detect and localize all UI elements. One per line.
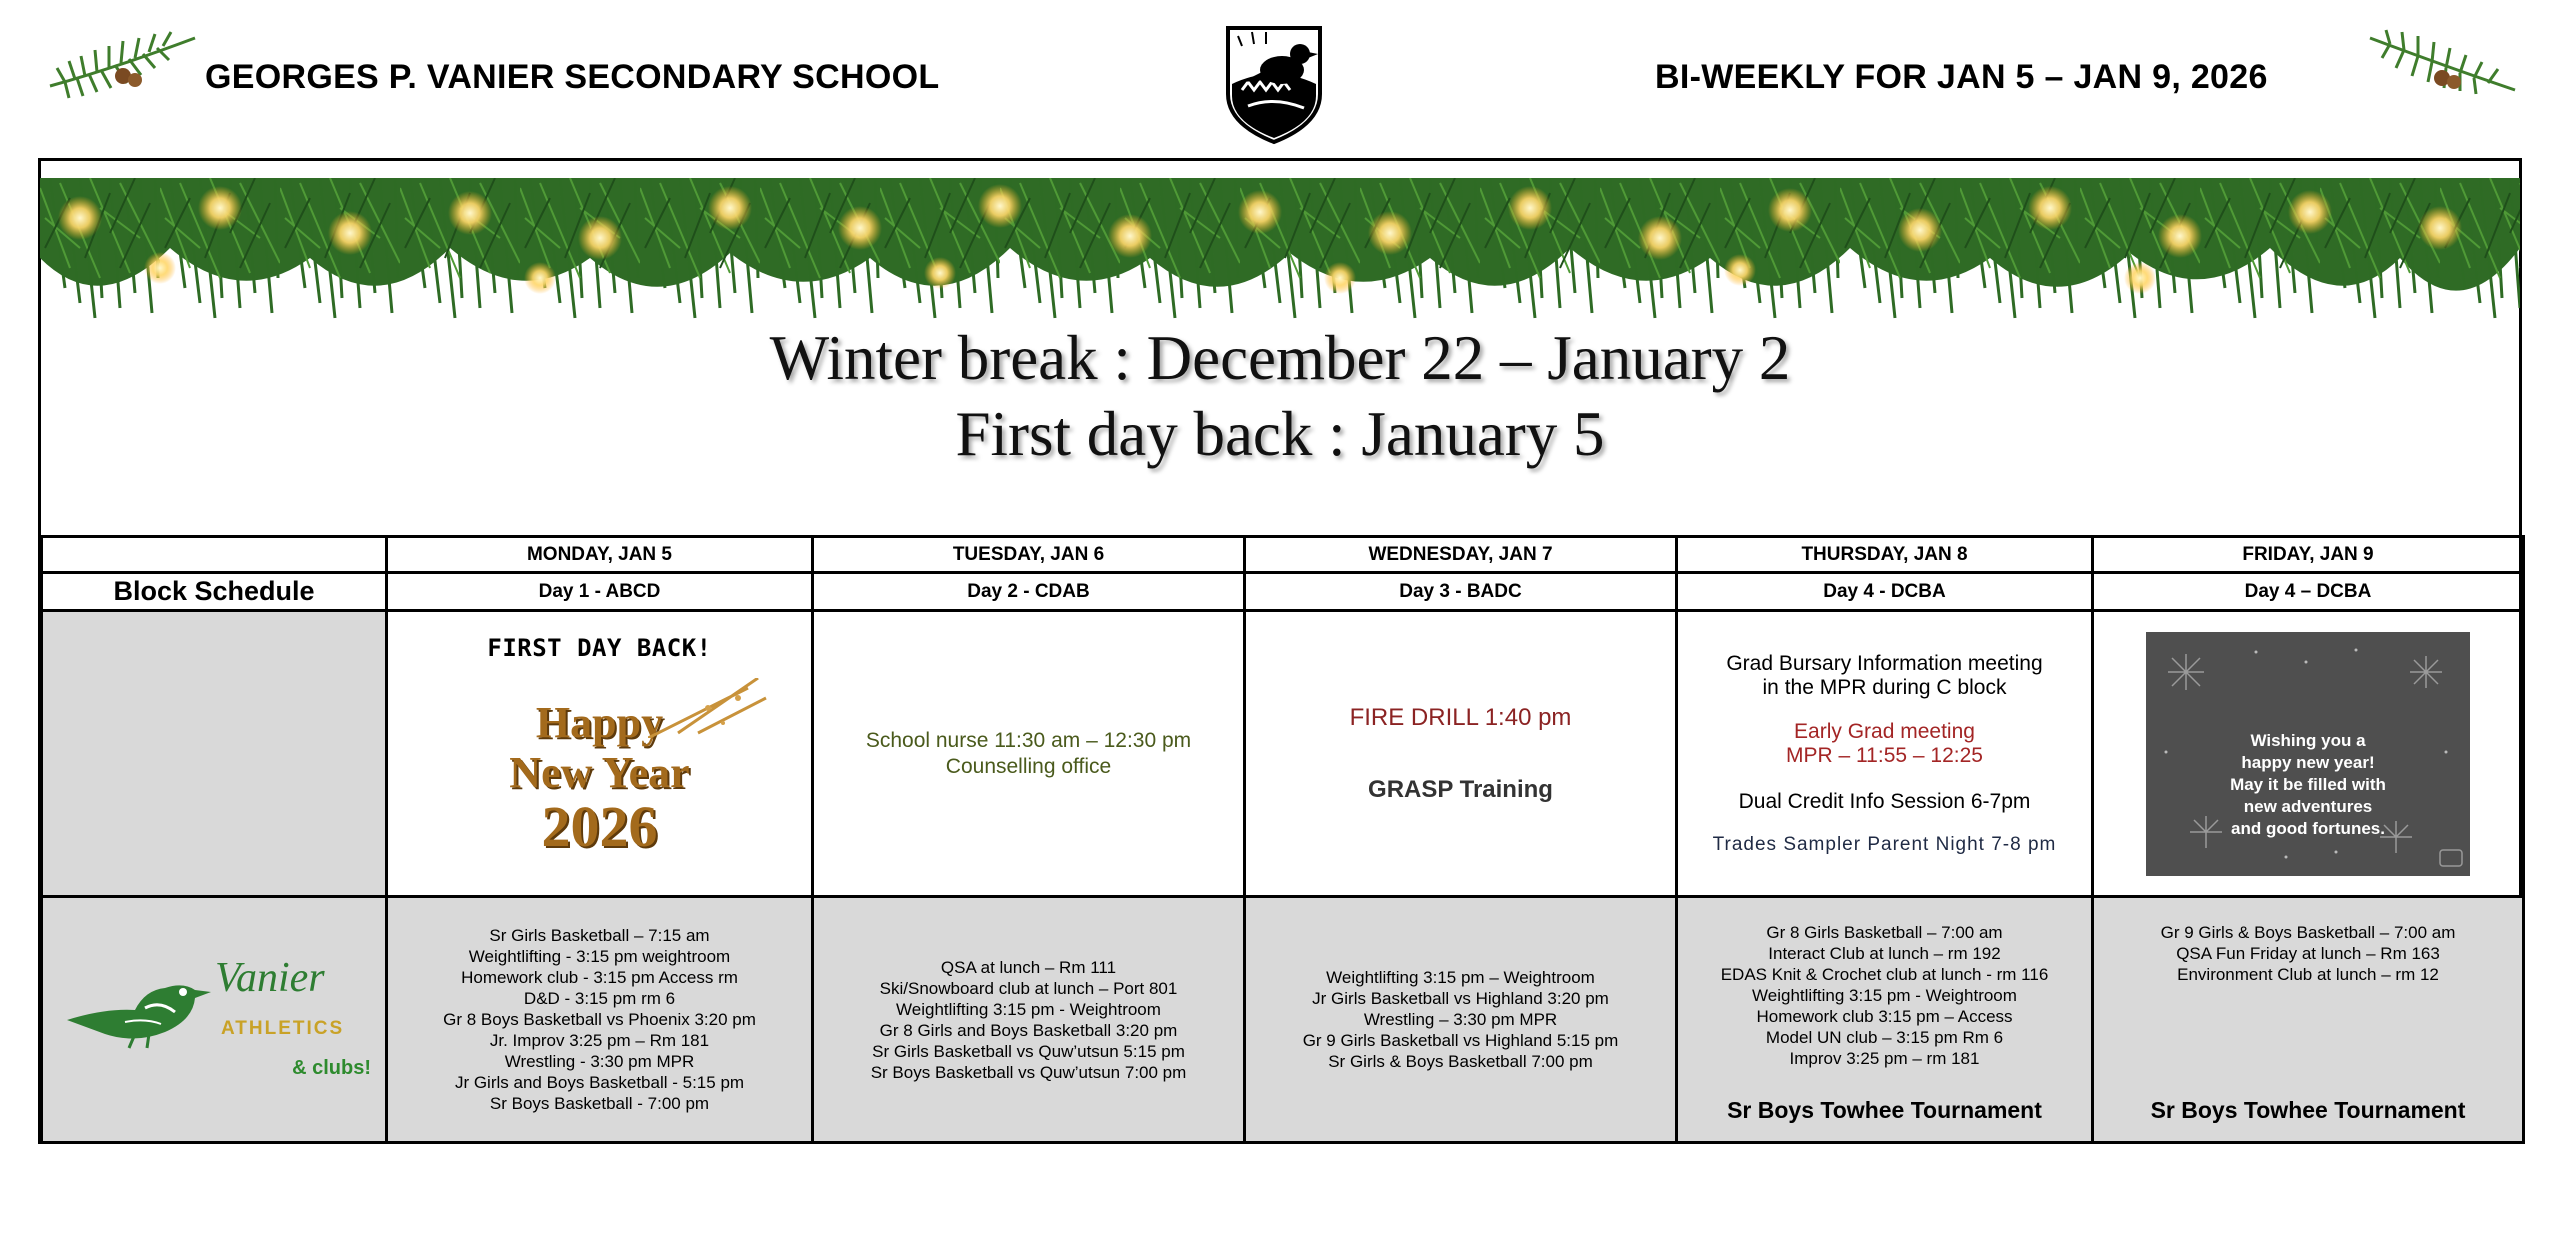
block-thursday: Day 4 - DCBA [1677, 573, 2093, 611]
early-grad-line1: Early Grad meeting [1794, 719, 1975, 743]
day-header-monday: MONDAY, JAN 5 [387, 537, 813, 573]
events-monday [387, 611, 813, 897]
athletics-clubs-row [42, 897, 2524, 1143]
pine-sprig-left-icon [45, 28, 205, 104]
list-item: Sr Girls Basketball vs Quw’utsun 5:15 pm [872, 1041, 1185, 1061]
list-item: QSA at lunch – Rm 111 [940, 957, 1117, 977]
vanier-logo-word: Vanier [215, 954, 325, 1001]
list-item: Gr 8 Girls Basketball – 7:00 am [1766, 923, 2003, 942]
sparkle-icon [648, 678, 768, 738]
school-name: GEORGES P. VANIER SECONDARY SCHOOL [205, 58, 940, 96]
grad-bursary-line2: in the MPR during C block [1762, 675, 2007, 699]
list-item: Jr. Improv 3:25 pm – Rm 181 [489, 1031, 710, 1050]
corner-cell [42, 537, 387, 573]
list-item: Sr Girls Basketball – 7:15 am [489, 926, 710, 945]
events-friday [2093, 611, 2524, 897]
school-nurse-text: School nurse 11:30 am – 12:30 pm [865, 728, 1192, 752]
block-schedule-label: Block Schedule [42, 573, 387, 611]
school-crest-icon [1208, 24, 1338, 146]
events-thursday [1677, 611, 2093, 897]
list-item: Homework club 3:15 pm – Access [1756, 1007, 2013, 1026]
card-line-3: May it be filled with [2230, 774, 2386, 794]
list-item: QSA Fun Friday at lunch – Rm 163 [2176, 944, 2440, 963]
block-friday: Day 4 – DCBA [2093, 573, 2524, 611]
clubs-thursday [1677, 897, 2093, 1143]
card-line-2: happy new year! [2241, 752, 2375, 772]
garland-lights-icon [40, 178, 2520, 328]
list-item: Improv 3:25 pm – rm 181 [1789, 1049, 1980, 1068]
block-tuesday: Day 2 - CDAB [813, 573, 1245, 611]
friday-tournament: Sr Boys Towhee Tournament [2150, 1097, 2466, 1123]
list-item: Jr Girls Basketball vs Highland 3:20 pm [1312, 989, 1609, 1008]
vanier-athletics-logo [43, 900, 385, 1140]
counselling-office-text: Counselling office [945, 754, 1112, 778]
clubs-label: & clubs! [292, 1056, 371, 1079]
towhee-bird-icon [65, 960, 215, 1050]
events-row-label-cell [42, 611, 387, 897]
early-grad-line2: MPR – 11:55 – 12:25 [1786, 743, 1983, 767]
list-item: Model UN club – 3:15 pm Rm 6 [1765, 1028, 2004, 1047]
list-item: Homework club - 3:15 pm Access rm [461, 968, 738, 987]
list-item: Jr Girls and Boys Basketball - 5:15 pm [454, 1073, 745, 1092]
list-item: Sr Girls & Boys Basketball 7:00 pm [1328, 1052, 1593, 1071]
hny-new-year: New Year [509, 748, 690, 797]
list-item: Gr 9 Girls & Boys Basketball – 7:00 am [2160, 923, 2456, 942]
list-item: Sr Boys Basketball vs Quw’utsun 7:00 pm [870, 1062, 1187, 1082]
events-wednesday [1245, 611, 1677, 897]
list-item: Weightlifting 3:15 pm – Weightroom [1326, 968, 1595, 987]
card-line-4: new adventures [2243, 796, 2373, 816]
list-item: D&D - 3:15 pm rm 6 [523, 989, 676, 1008]
clubs-friday [2093, 897, 2524, 1143]
pine-sprig-right-icon [2360, 28, 2520, 104]
hny-2026: 2026 [541, 794, 658, 859]
list-item: Weightlifting - 3:15 pm weightroom [468, 947, 731, 966]
day-header-friday: FRIDAY, JAN 9 [2093, 537, 2524, 573]
card-line-1: Wishing you a [2250, 730, 2366, 750]
block-monday: Day 1 - ABCD [387, 573, 813, 611]
new-year-card-text [2146, 730, 2470, 840]
clubs-tuesday [813, 897, 1245, 1143]
list-item: Wrestling – 3:30 pm MPR [1363, 1010, 1558, 1029]
events-row [42, 611, 2524, 897]
list-item: Environment Club at lunch – rm 12 [2177, 965, 2439, 984]
list-item: Ski/Snowboard club at lunch – Port 801 [879, 978, 1178, 998]
weekly-schedule-table [40, 535, 2525, 1144]
athletics-logo-sub: ATHLETICS [221, 1017, 345, 1039]
first-day-back-line: First day back : January 5 [955, 399, 1605, 469]
day-header-tuesday: TUESDAY, JAN 6 [813, 537, 1245, 573]
fire-drill-text: FIRE DRILL 1:40 pm [1349, 703, 1572, 731]
block-schedule-row [42, 573, 2524, 611]
day-header-thursday: THURSDAY, JAN 8 [1677, 537, 2093, 573]
biweekly-title: BI-WEEKLY FOR JAN 5 – JAN 9, 2026 [1655, 58, 2268, 96]
trades-sampler-text: Trades Sampler Parent Night 7-8 pm [1712, 833, 2057, 855]
list-item: Gr 8 Boys Basketball vs Phoenix 3:20 pm [443, 1010, 756, 1029]
list-item: Weightlifting 3:15 pm - Weightroom [896, 999, 1161, 1019]
events-tuesday [813, 611, 1245, 897]
hny-happy: Happy [535, 698, 664, 747]
athletics-logo-cell [42, 897, 387, 1143]
list-item: Gr 9 Girls Basketball vs Highland 5:15 pm [1302, 1031, 1619, 1050]
first-day-back-text: FIRST DAY BACK! [487, 634, 712, 662]
thursday-tournament: Sr Boys Towhee Tournament [1727, 1097, 2042, 1123]
grad-bursary-line1: Grad Bursary Information meeting [1726, 651, 2043, 675]
clubs-wednesday [1245, 897, 1677, 1143]
list-item: Wrestling - 3:30 pm MPR [504, 1052, 695, 1071]
card-line-5: and good fortunes. [2231, 818, 2385, 838]
happy-new-year-graphic [388, 698, 811, 859]
grasp-training-text: GRASP Training [1368, 775, 1553, 803]
day-header-wednesday: WEDNESDAY, JAN 7 [1245, 537, 1677, 573]
list-item: Interact Club at lunch – rm 192 [1768, 944, 2001, 963]
list-item: Sr Boys Basketball - 7:00 pm [489, 1094, 710, 1113]
clubs-monday [387, 897, 813, 1143]
dual-credit-text: Dual Credit Info Session 6-7pm [1738, 789, 2031, 813]
list-item: Gr 8 Girls and Boys Basketball 3:20 pm [879, 1020, 1178, 1040]
new-year-card [2146, 632, 2470, 876]
list-item: EDAS Knit & Crochet club at lunch - rm 116 [1720, 965, 2049, 984]
day-header-row [42, 537, 2524, 573]
list-item: Weightlifting 3:15 pm - Weightroom [1752, 986, 2017, 1005]
winter-break-line: Winter break : December 22 – January 2 [769, 323, 1791, 393]
block-wednesday: Day 3 - BADC [1245, 573, 1677, 611]
